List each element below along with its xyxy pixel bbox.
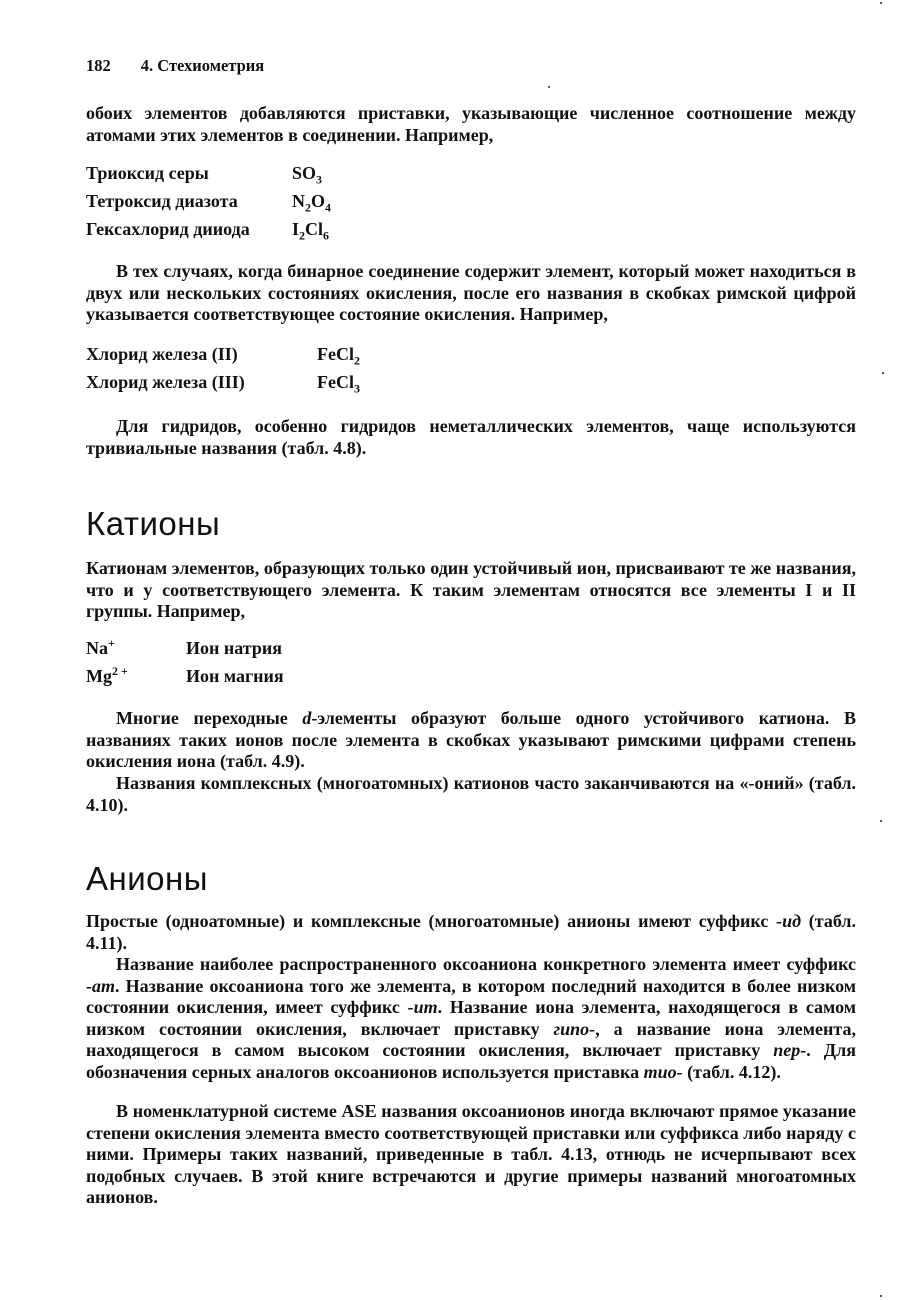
chapter-title: 4. Стехиометрия xyxy=(140,56,265,75)
oxidation-paragraph: В тех случаях, когда бинарное соединение содержит элемент, который может находиться в двух или нескольких состояниях окисления, после его названия в скобках римской цифрой указывается соответствующее состояние окисления. Например, xyxy=(86,261,856,325)
ion-formula: $Mg^{2 +}$ xyxy=(86,664,128,686)
page-number: 182 xyxy=(86,56,111,75)
scan-speck xyxy=(548,86,550,88)
intro-paragraph: обоих элементов добавляются приставки, указывающие численное соотношение между атомами этих элементов в соединении. Например, xyxy=(86,103,856,145)
ion-formula: Na+ xyxy=(86,636,115,658)
hydrides-paragraph: Для гидридов, особенно гидридов неметаллических элементов, чаще используются тривиальные названия (табл. 4.8). xyxy=(86,416,856,458)
example-formula: $N_2O_4$ xyxy=(292,191,332,215)
example-name: Хлорид железа (III) xyxy=(86,372,245,392)
scan-speck xyxy=(880,1295,882,1297)
ase-nomenclature-paragraph: В номенклатурной системе ASE названия оксоанионов иногда включают прямое указание степени окисления элемента вместо соответствующей приставки или суффикса либо наряду с ними. Примеры таких названий, приведенные в табл. 4.13, отнюдь не исчерпывают всех подобных случаев. В этой книге встречаются и другие примеры названий многоатомных анионов. xyxy=(86,1101,856,1208)
transition-elements-paragraph: Многие переходные d-элементы образуют больше одного устойчивого катиона. В названиях таких ионов после элемента в скобках указывают римскими цифрами степень окисления иона (табл. 4.9). xyxy=(86,708,856,772)
example-name: Хлорид железа (II) xyxy=(86,344,238,364)
example-formula: $SO_3$ xyxy=(292,163,323,187)
complex-cations-paragraph: Названия комплексных (многоатомных) катионов часто заканчиваются на «-оний» (табл. 4.10). xyxy=(86,773,856,815)
scan-speck xyxy=(882,372,884,374)
example-formula: FeCl$_3$ xyxy=(317,372,360,396)
oxoanions-paragraph: Название наиболее распространенного оксоаниона конкретного элемента имеет суффикс -ат. Название оксоаниона того же элемента, в котором последний находится в более низком состоянии окисления, имеет суффикс -ит. Название иона элемента, находящегося в самом низком состоянии окисления, включает приставку гипо-, а название иона элемента, находящегося в самом высоком состоянии окисления, включает приставку пер-. Для обозначения серных аналогов оксоанионов используется приставка тио- (табл. 4.12). xyxy=(86,954,856,1082)
example-formula: $I_2Cl_6$ xyxy=(292,219,330,243)
example-name: Триоксид серы xyxy=(86,163,209,183)
scan-speck xyxy=(880,820,882,822)
section-heading-anions: Анионы xyxy=(86,860,208,897)
anions-paragraph: Простые (одноатомные) и комплексные (многоатомные) анионы имеют суффикс -ид (табл. 4.11). xyxy=(86,911,856,953)
example-name: Гексахлорид дииода xyxy=(86,219,250,239)
cations-paragraph: Катионам элементов, образующих только один устойчивый ион, присваивают те же названия, что и у соответствующего элемента. К таким элементам относятся все элементы I и II группы. Например, xyxy=(86,558,856,622)
scan-speck xyxy=(880,2,882,4)
ion-name: Ион магния xyxy=(186,666,284,686)
page-header xyxy=(86,56,264,76)
example-name: Тетроксид диазота xyxy=(86,191,238,211)
section-heading-cations: Катионы xyxy=(86,505,221,542)
ion-name: Ион натрия xyxy=(186,638,282,658)
example-formula: FeCl$_2$ xyxy=(317,344,360,368)
